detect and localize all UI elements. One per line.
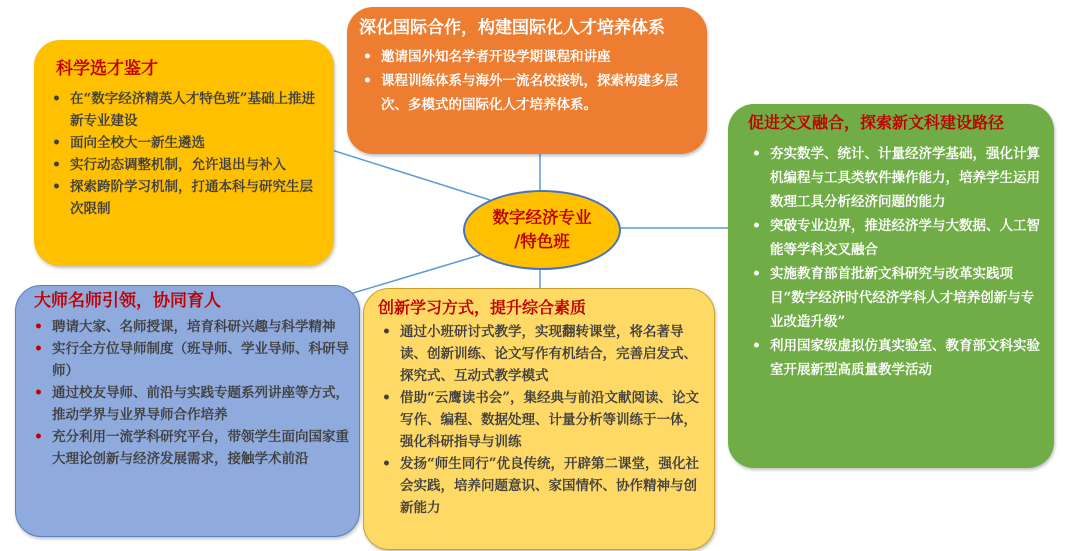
center-label [493,206,592,254]
box-scientific-selection [34,40,334,266]
box-interdisciplinary [728,104,1054,468]
center-node [463,190,621,270]
list-item: • 聘请大家、名师授课，培育科研兴趣与科学精神 [30,316,349,338]
bullet-list [748,142,1042,382]
list-item: • 发扬“师生同行”优良传统，开辟第二课堂，强化社会实践，培养问题意识、家国情怀、协作精神与创新能力 [378,453,704,519]
box-master-mentors [15,285,360,537]
list-item: • 通过小班研讨式教学，实现翻转课堂，将名著导读、创新训练、论文写作有机结合，完善启发式、探究式、互动式教学模式 [378,321,704,387]
list-item: • 邀请国外知名学者开设学期课程和讲座 [359,45,697,69]
bullet-list [359,45,697,117]
box-title: 科学选才鉴才 [56,59,158,79]
list-item: • 借助“云鹰读书会”，集经典与前沿文献阅读、论文写作、编程、数据处理、计量分析等训练于一体，强化科研指导与训练 [378,387,704,453]
list-item: • 利用国家级虚拟仿真实验室、教育部文科实验室开展新型高质量教学活动 [748,334,1042,382]
bullet-list [48,88,320,220]
box-international-cooperation [347,7,707,154]
list-item: • 探索跨阶学习机制，打通本科与研究生层次限制 [48,176,320,220]
list-item: • 面向全校大一新生遴选 [48,132,320,154]
list-item: • 课程训练体系与海外一流名校接轨，探索构建多层次、多模式的国际化人才培养体系。 [359,69,697,117]
list-item: • 充分利用一流学科研究平台，带领学生面向国家重大理论创新与经济发展需求，接触学术前沿 [30,426,349,470]
bullet-list [30,316,349,470]
list-item: • 通过校友导师、前沿与实践专题系列讲座等方式，推动学界与业界导师合作培养 [30,382,349,426]
box-title: 大师名师引领，协同育人 [34,291,221,311]
box-innovative-learning [363,288,715,550]
box-title: 促进交叉融合，探索新文科建设路径 [748,113,1005,132]
list-item: • 实行全方位导师制度（班导师、学业导师、科研导师） [30,338,349,382]
center-label-line2: /特色班 [514,232,570,251]
list-item: • 实行动态调整机制，允许退出与补入 [48,154,320,176]
box-title: 深化国际合作，构建国际化人才培养体系 [359,18,665,38]
list-item: • 实施教育部首批新文科研究与改革实践项目“数字经济时代经济学科人才培养创新与专业改造升级” [748,262,1042,334]
list-item: • 夯实数学、统计、计量经济学基础，强化计算机编程与工具类软件操作能力，培养学生运用数理工具分析经济问题的能力 [748,142,1042,214]
list-item: • 突破专业边界，推进经济学与大数据、人工智能等学科交叉融合 [748,214,1042,262]
list-item: • 在“数字经济精英人才特色班”基础上推进新专业建设 [48,88,320,132]
box-title: 创新学习方式，提升综合素质 [378,298,587,317]
center-label-line1: 数字经济专业 [492,208,592,227]
bullet-list [378,321,704,519]
